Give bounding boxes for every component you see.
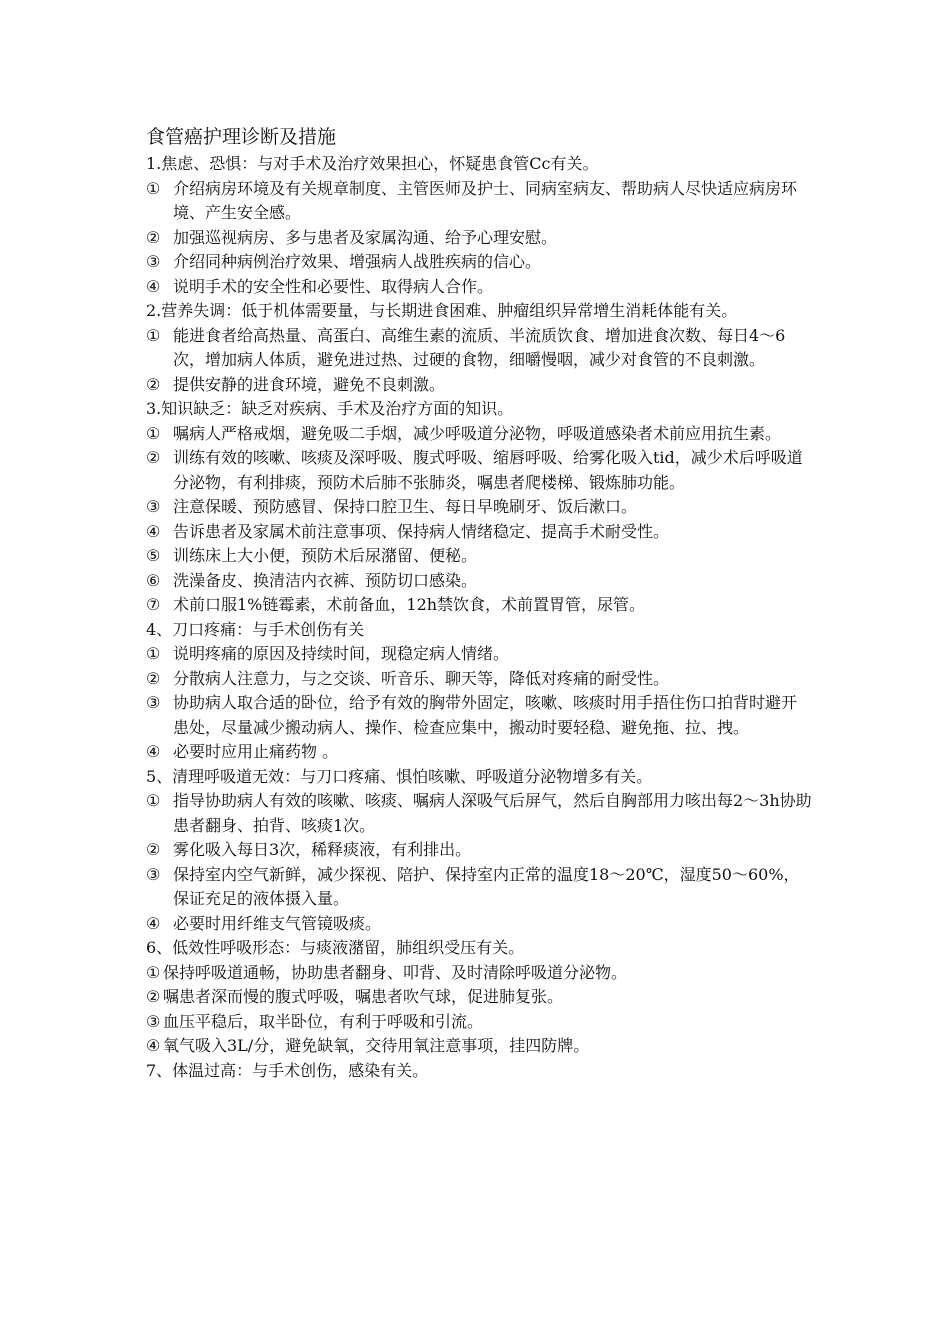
section-heading: 2.营养失调：低于机体需要量，与长期进食困难、肿瘤组织异常增生消耗体能有关。 (146, 301, 738, 320)
item-number: ① (146, 325, 161, 345)
section (146, 765, 812, 937)
list-item (146, 1010, 812, 1035)
list-item (146, 667, 812, 692)
item-number: ② (146, 227, 161, 247)
item-number: ⑥ (146, 570, 161, 590)
item-number: ③ (146, 497, 161, 516)
list-item (146, 275, 812, 300)
item-text: 注意保暖、预防感冒、保持口腔卫生、每日早晚刷牙、饭后漱口。 (173, 497, 638, 516)
item-text: 协助病人取合适的卧位，给予有效的胸带外固定，咳嗽、咳痰时用手捂住伤口拍背时避开患处，尽量减少搬动病人、操作、检查应集中，搬动时要轻稳、避免拖、拉、拽。 (173, 693, 798, 737)
list-item (146, 789, 812, 838)
item-number: ③ (146, 864, 161, 884)
item-number: ⑦ (146, 595, 161, 614)
section-heading: 4、刀口疼痛：与手术创伤有关 (146, 619, 365, 639)
item-text: 加强巡视病房、多与患者及家属沟通、给予心理安慰。 (173, 227, 558, 247)
item-text: 分散病人注意力，与之交谈、听音乐、聊天等，降低对疼痛的耐受性。 (173, 668, 670, 688)
list-item (146, 863, 812, 912)
list-item (146, 642, 812, 667)
item-number: ② (146, 374, 161, 394)
item-text: 能进食者给高热量、高蛋白、高维生素的流质、半流质饮食、增加进食次数、每日4～6次，增加病人体质，避免进过热、过硬的食物，细嚼慢咽，减少对食管的不良刺激。 (173, 325, 786, 369)
list-item (146, 495, 812, 520)
item-text: 洗澡备皮、换清洁内衣裤、预防切口感染。 (173, 570, 478, 590)
section (146, 152, 812, 299)
item-number: ③ (146, 1011, 161, 1031)
item-number: ② (146, 668, 161, 688)
item-text: 介绍同种病例治疗效果、增强病人战胜疾病的信心。 (173, 252, 542, 271)
item-text: 保持呼吸道通畅，协助患者翻身、叩背、及时清除呼吸道分泌物。 (163, 962, 628, 982)
list-item (146, 446, 812, 495)
section-heading: 5、清理呼吸道无效：与刀口疼痛、惧怕咳嗽、呼吸道分泌物增多有关。 (146, 766, 653, 786)
section-heading: 3.知识缺乏：缺乏对疾病、手术及治疗方面的知识。 (146, 399, 514, 418)
item-number: ④ (146, 913, 161, 933)
section-heading: 6、低效性呼吸形态：与痰液潴留，肺组织受压有关。 (146, 938, 525, 957)
list-item (146, 691, 812, 740)
item-text: 介绍病房环境及有关规章制度、主管医师及护士、同病室病友、帮助病人尽快适应病房环境、产生安全感。 (173, 178, 798, 222)
list-item (146, 544, 812, 569)
item-text: 训练有效的咳嗽、咳痰及深呼吸、腹式呼吸、缩唇呼吸、给雾化吸入tid，减少术后呼吸道分泌物，有利排痰，预防术后肺不张肺炎，嘱患者爬楼梯、锻炼肺功能。 (173, 448, 803, 492)
section (146, 299, 812, 397)
document-body (146, 152, 812, 1083)
item-text: 必要时应用止痛药物 。 (173, 742, 339, 761)
item-text: 必要时用纤维支气管镜吸痰。 (173, 913, 382, 933)
list-item (146, 226, 812, 251)
document-page (146, 124, 812, 1083)
item-number: ① (146, 962, 161, 982)
item-number: ② (146, 987, 161, 1006)
item-number: ① (146, 791, 161, 810)
item-number: ① (146, 644, 161, 663)
item-text: 血压平稳后，取半卧位，有利于呼吸和引流。 (163, 1011, 484, 1031)
list-item (146, 250, 812, 275)
item-text: 说明疼痛的原因及持续时间，现稳定病人情绪。 (173, 644, 510, 663)
item-number: ① (146, 178, 161, 198)
list-item (146, 912, 812, 937)
document-title: 食管癌护理诊断及措施 (146, 126, 337, 148)
list-item (146, 324, 812, 373)
list-item (146, 373, 812, 398)
item-text: 说明手术的安全性和必要性、取得病人合作。 (173, 276, 494, 296)
list-item (146, 422, 812, 447)
item-text: 术前口服1%链霉素，术前备血，12h禁饮食，术前置胃管，尿管。 (173, 595, 646, 614)
item-number: ③ (146, 252, 161, 271)
list-item (146, 569, 812, 594)
list-item (146, 177, 812, 226)
list-item (146, 520, 812, 545)
section-heading: 7、体温过高：与手术创伤，感染有关。 (146, 1060, 429, 1080)
list-item (146, 593, 812, 618)
item-text: 雾化吸入每日3次，稀释痰液，有利排出。 (173, 840, 472, 859)
item-text: 嘱病人严格戒烟，避免吸二手烟，减少呼吸道分泌物，呼吸道感染者术前应用抗生素。 (173, 423, 782, 443)
section (146, 618, 812, 765)
section (146, 936, 812, 1059)
list-item (146, 985, 812, 1010)
list-item (146, 1034, 812, 1059)
item-text: 告诉患者及家属术前注意事项、保持病人情绪稳定、提高手术耐受性。 (173, 521, 670, 541)
item-number: ② (146, 448, 161, 467)
item-text: 指导协助病人有效的咳嗽、咳痰、嘱病人深吸气后屏气，然后自胸部用力咳出每2～3h协助患者翻身、拍背、咳痰1次。 (173, 791, 812, 835)
section (146, 1059, 812, 1084)
item-text: 氧气吸入3L/分，避免缺氧，交待用氧注意事项，挂四防牌。 (163, 1036, 590, 1055)
item-text: 嘱患者深而慢的腹式呼吸，嘱患者吹气球，促进肺复张。 (163, 987, 564, 1006)
item-number: ③ (146, 693, 161, 712)
item-number: ④ (146, 276, 161, 296)
list-item (146, 838, 812, 863)
item-number: ⑤ (146, 546, 161, 565)
section (146, 397, 812, 618)
item-number: ① (146, 423, 161, 443)
section-heading: 1.焦虑、恐惧：与对手术及治疗效果担心，怀疑患食管Cc有关。 (146, 154, 599, 173)
item-number: ④ (146, 1036, 161, 1055)
item-text: 保持室内空气新鲜，减少探视、陪护、保持室内正常的温度18～20℃，湿度50～60%，保证充足的液体摄入量。 (173, 864, 800, 908)
item-number: ④ (146, 742, 161, 761)
item-number: ② (146, 840, 161, 859)
item-number: ④ (146, 521, 161, 541)
list-item (146, 740, 812, 765)
list-item (146, 961, 812, 986)
item-text: 训练床上大小便，预防术后尿潴留、便秘。 (173, 546, 478, 565)
item-text: 提供安静的进食环境，避免不良刺激。 (173, 374, 446, 394)
